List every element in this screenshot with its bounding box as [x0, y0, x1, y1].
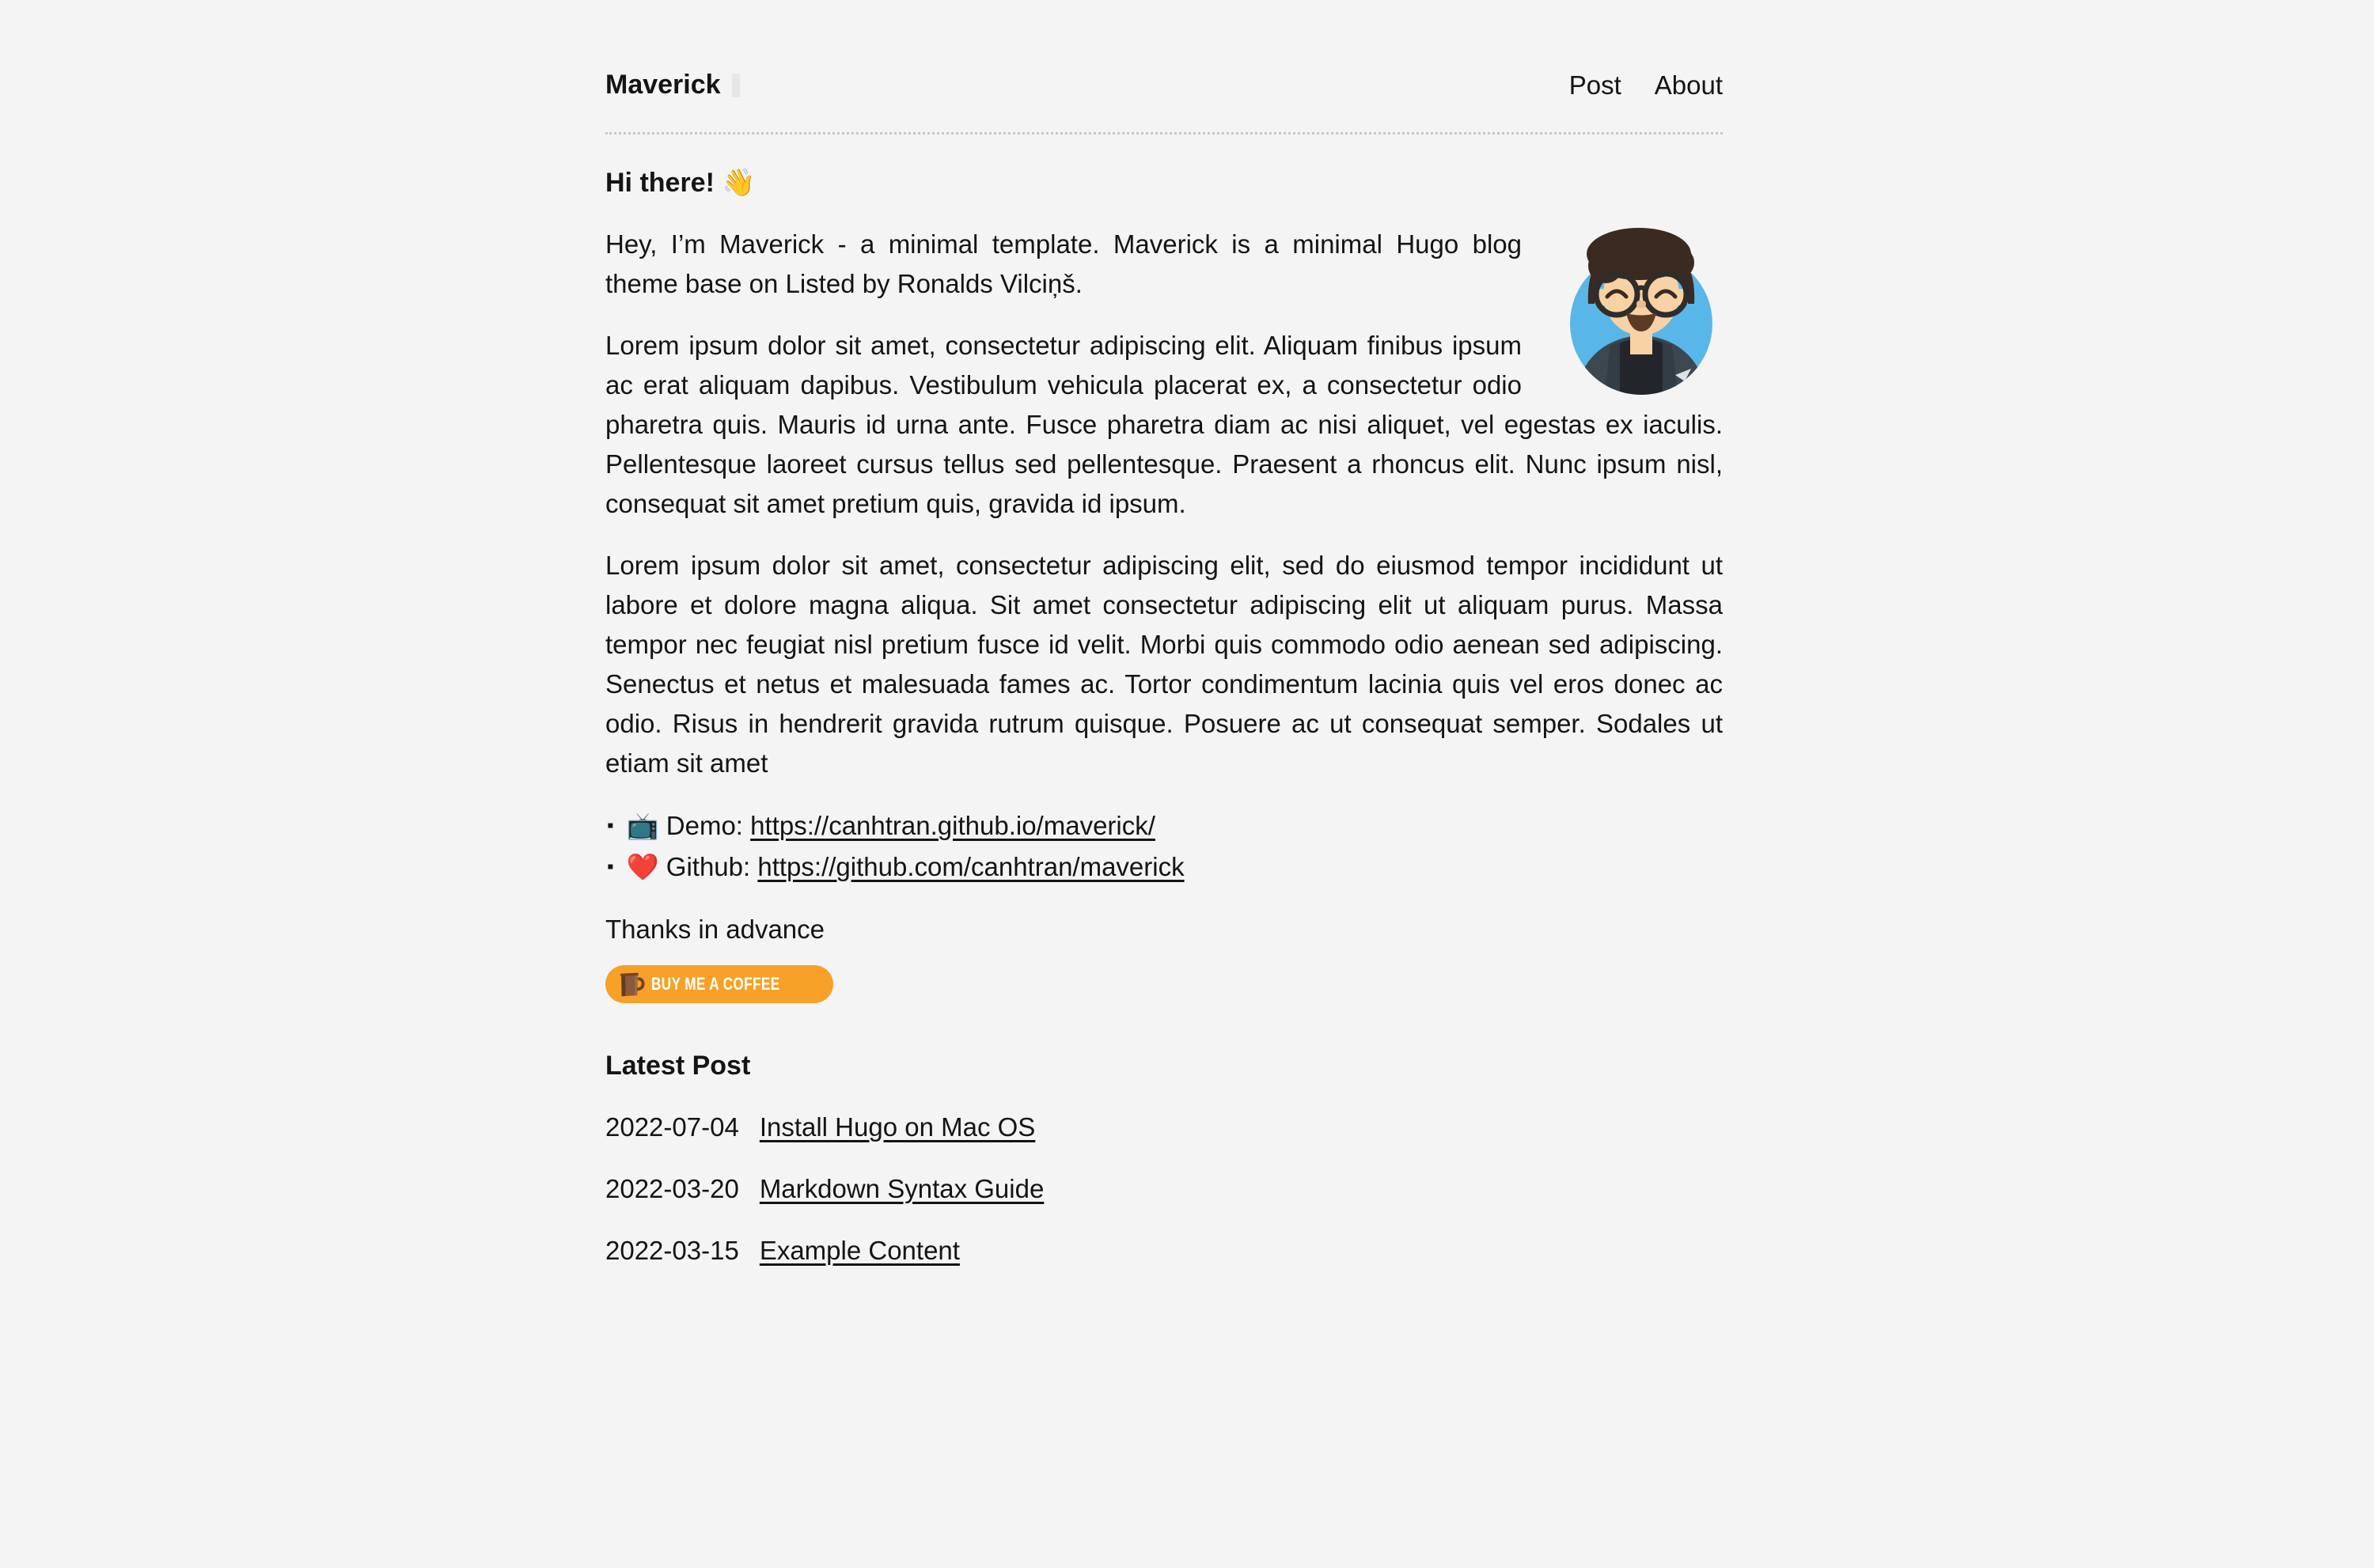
site-title — [605, 70, 740, 100]
list-item-demo — [607, 805, 1723, 846]
demo-label: Demo: — [666, 811, 743, 840]
nav-link-post[interactable]: Post — [1568, 70, 1621, 100]
square-bullet-icon: ▪ — [607, 815, 614, 836]
intro-paragraph-3: Lorem ipsum dolor sit amet, consectetur adipiscing elit, sed do eiusmod tempor incididunt ut labore et dolore magna aliqua. Sit amet consectetur adipiscing elit ut aliquam purus. Massa tempor nec feugiat nisl pretium fusce id velit. Morbi quis commodo odio aenean sed adipiscing. Senectus et netus et malesuada fames ac. Tortor condimentum lacinia quis vel eros donec ac odio. Risus in hendrerit gravida rutrum quisque. Posuere ac ut consequat semper. Sodales ut etiam sit amet — [605, 551, 1723, 778]
intro-paragraph-2: Lorem ipsum dolor sit amet, consectetur adipiscing elit. Aliquam finibus ipsum ac erat aliquam dapibus. Vestibulum vehicula placerat ex, a consectetur odio pharetra quis. Mauris id urna ante. Fusce pharetra diam ac nisi aliquet, vel egestas ex iaculis. Pellentesque laoreet cursus tellus sed pellentesque. Praesent a rhoncus elit. Nunc ipsum nisl, consequat sit amet pretium quis, gravida id ipsum. — [605, 331, 1723, 518]
page-content — [605, 163, 1723, 1271]
coffee-row — [605, 965, 1723, 1003]
post-link-install-hugo[interactable]: Install Hugo on Mac OS — [759, 1112, 1036, 1142]
post-link-markdown-guide[interactable]: Markdown Syntax Guide — [759, 1174, 1045, 1203]
intro-paragraph-1: Hey, I’m Maverick - a minimal template. Maverick is a minimal Hugo blog theme base on Listed by Ronalds Vilciņš. — [605, 229, 1522, 298]
post-date: 2022-03-20 — [605, 1174, 739, 1203]
post-date: 2022-03-15 — [605, 1236, 739, 1265]
main-nav — [1569, 70, 1723, 100]
title-cursor-block — [732, 74, 740, 97]
site-header — [605, 70, 1723, 134]
coffee-button-label: BUY ME A COFFEE — [651, 974, 780, 994]
buy-me-a-coffee-button[interactable] — [605, 965, 833, 1003]
post-row — [605, 1231, 1723, 1271]
profile-avatar — [1560, 218, 1723, 396]
post-date: 2022-07-04 — [605, 1112, 739, 1142]
site-title-text: Maverick — [605, 70, 721, 100]
post-row — [605, 1169, 1723, 1209]
latest-post-heading: Latest Post — [605, 1051, 751, 1081]
thanks-text: Thanks in advance — [605, 915, 825, 944]
project-links-list — [605, 805, 1723, 888]
list-item-github — [607, 846, 1723, 888]
page-container — [605, 0, 1723, 1271]
nav-link-about[interactable]: About — [1654, 70, 1723, 100]
post-row — [605, 1108, 1723, 1147]
github-link[interactable]: https://github.com/canhtran/maverick — [757, 852, 1185, 881]
demo-link[interactable]: https://canhtran.github.io/maverick/ — [750, 811, 1155, 840]
coffee-mug-icon — [615, 969, 645, 999]
page-heading: Hi there! 👋 — [605, 168, 756, 198]
square-bullet-icon: ▪ — [607, 856, 614, 877]
avatar-illustration — [1560, 218, 1723, 396]
github-label: Github: — [666, 852, 751, 881]
heart-emoji-icon: ❤️ — [626, 852, 659, 881]
post-link-example-content[interactable]: Example Content — [759, 1236, 960, 1265]
tv-emoji-icon: 📺 — [626, 811, 659, 840]
